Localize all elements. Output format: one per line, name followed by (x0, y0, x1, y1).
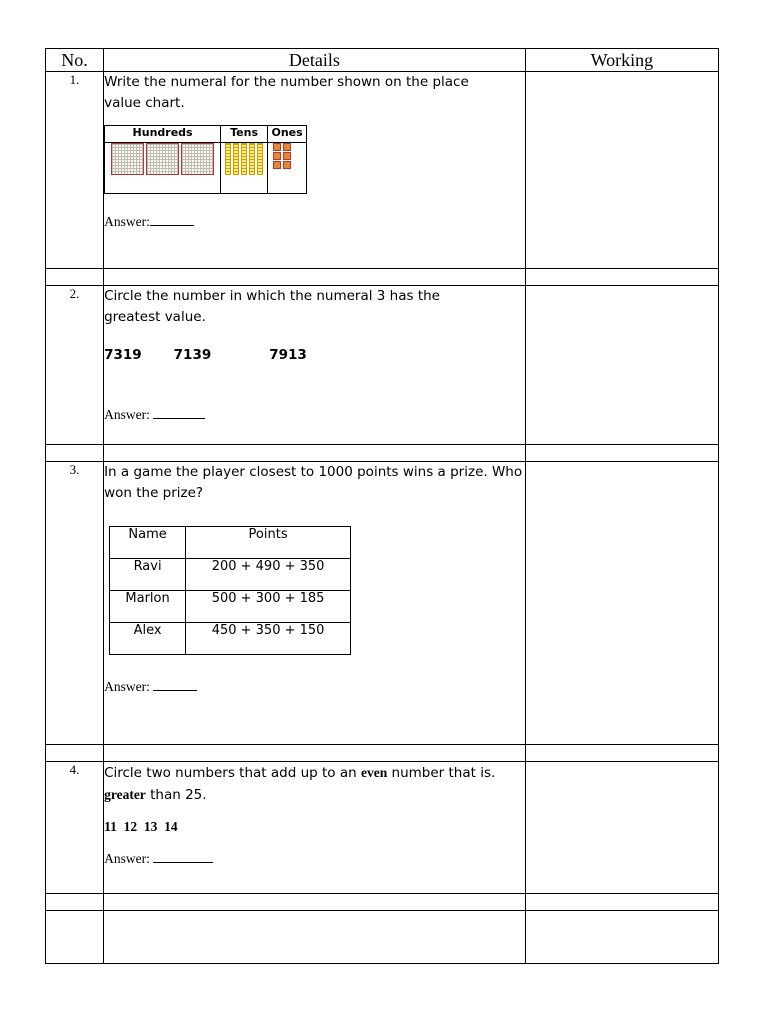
answer-blank[interactable] (153, 405, 205, 419)
spacer-row (46, 269, 719, 286)
ten-rod-block (257, 143, 263, 175)
answer-label: Answer: (104, 851, 150, 866)
option-number[interactable]: 7319 (104, 347, 142, 363)
question-2-text: Circle the number in which the numeral 3 has the greatest value. (104, 288, 440, 325)
question-1-row (46, 72, 719, 269)
empty-number-cell (46, 911, 104, 964)
question-4-details (104, 762, 526, 894)
pv-header-ones: Ones (268, 126, 307, 143)
question-2-details (104, 286, 526, 445)
player-points: 450 + 350 + 150 (186, 623, 351, 655)
worksheet (45, 48, 719, 971)
question-3-details (104, 462, 526, 745)
spacer-row (46, 445, 719, 462)
option-number[interactable]: 7913 (269, 347, 307, 363)
points-row (110, 591, 351, 623)
points-header-name: Name (110, 527, 186, 559)
question-1-answer (104, 212, 525, 230)
question-3-number: 3. (46, 462, 104, 745)
one-cube-block (283, 152, 291, 160)
one-cube-block (283, 161, 291, 169)
header-details: Details (104, 49, 526, 72)
question-3-text (104, 462, 525, 504)
question-4-numbers[interactable]: 11 12 13 14 (104, 819, 178, 834)
hundred-flat-block (111, 143, 144, 175)
question-2-row (46, 286, 719, 445)
answer-label: Answer: (104, 679, 150, 694)
answer-blank[interactable] (153, 677, 197, 691)
empty-row (46, 911, 719, 964)
pv-header-tens: Tens (221, 126, 268, 143)
question-4-number: 4. (46, 762, 104, 894)
question-4-text-part: number that is. (387, 765, 496, 781)
header-no: No. (46, 49, 104, 72)
one-cube-block (283, 143, 291, 151)
points-row (110, 623, 351, 655)
empty-details-cell[interactable] (104, 911, 526, 964)
question-4-answer (104, 849, 525, 867)
question-4-text-part: Circle two numbers that add up to an (104, 765, 361, 781)
question-1-text: Write the numeral for the number shown on the place value chart. (104, 74, 469, 111)
question-3-text-line-2: won the prize? (104, 485, 204, 501)
question-3-row (46, 462, 719, 745)
points-header-points: Points (186, 527, 351, 559)
player-points: 500 + 300 + 185 (186, 591, 351, 623)
question-4-text-part: than 25. (145, 787, 207, 803)
pv-hundreds-cell (105, 143, 221, 194)
player-name: Ravi (110, 559, 186, 591)
question-3-working[interactable] (525, 462, 718, 745)
spacer-row (46, 745, 719, 762)
header-row (46, 49, 719, 72)
answer-label: Answer: (104, 214, 150, 229)
question-4-emphasis-greater: greater (104, 787, 146, 802)
question-4-working[interactable] (525, 762, 718, 894)
question-1-working[interactable] (525, 72, 718, 269)
one-cube-block (273, 143, 281, 151)
question-2-options (104, 347, 525, 363)
points-table (109, 526, 351, 655)
player-points: 200 + 490 + 350 (186, 559, 351, 591)
ten-rod-block (241, 143, 247, 175)
header-working: Working (525, 49, 718, 72)
answer-blank[interactable] (150, 212, 194, 226)
question-2-working[interactable] (525, 286, 718, 445)
answer-label: Answer: (104, 407, 150, 422)
question-2-answer (104, 405, 525, 423)
spacer-row (46, 894, 719, 911)
pv-header-hundreds: Hundreds (105, 126, 221, 143)
question-4-text (104, 762, 525, 806)
hundred-flat-block (146, 143, 179, 175)
question-3-answer (104, 677, 525, 695)
player-name: Alex (110, 623, 186, 655)
worksheet-table (45, 48, 719, 964)
ten-rod-block (249, 143, 255, 175)
question-1-details (104, 72, 526, 269)
ten-rod-block (225, 143, 231, 175)
question-2-number: 2. (46, 286, 104, 445)
question-4-emphasis-even: even (360, 765, 388, 780)
question-4-row (46, 762, 719, 894)
answer-blank[interactable] (153, 849, 213, 863)
question-3-text-line-1: In a game the player closest to 1000 points wins a prize. Who (104, 464, 523, 480)
points-row (110, 559, 351, 591)
hundred-flat-block (181, 143, 214, 175)
pv-tens-cell (221, 143, 268, 194)
pv-ones-cell (268, 143, 307, 194)
option-number[interactable]: 7139 (173, 347, 212, 363)
question-1-number: 1. (46, 72, 104, 269)
empty-working-cell[interactable] (525, 911, 718, 964)
player-name: Marlon (110, 591, 186, 623)
one-cube-block (273, 152, 281, 160)
place-value-chart (104, 125, 307, 194)
ten-rod-block (233, 143, 239, 175)
one-cube-block (273, 161, 281, 169)
